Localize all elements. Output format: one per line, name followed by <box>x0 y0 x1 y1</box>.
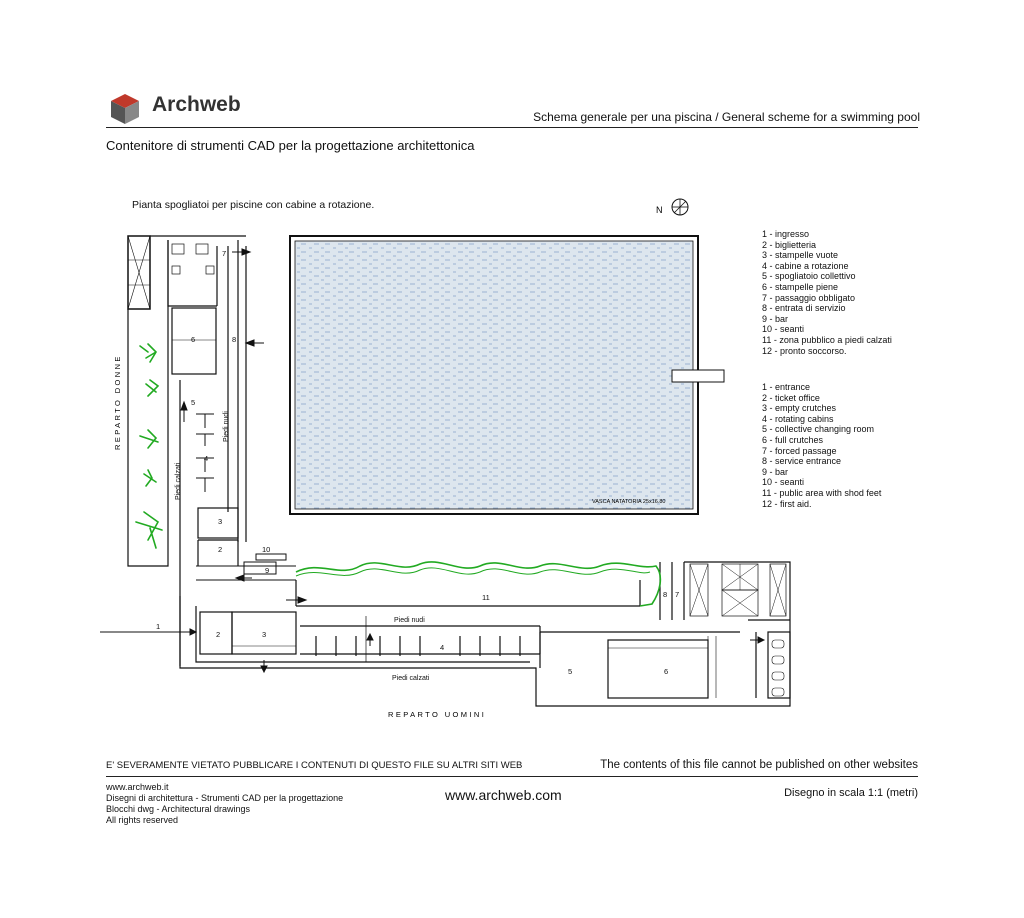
label-shod-feet-men: Piedi calzati <box>392 675 430 682</box>
room-number-5: 5 <box>568 667 573 676</box>
room-number-11: 11 <box>482 593 490 602</box>
label-bare-feet-men: Piedi nudi <box>394 617 425 624</box>
footer-site-link[interactable]: www.archweb.it <box>106 782 169 792</box>
legend-item: 1 - entrance <box>762 382 811 392</box>
room-number-7: 7 <box>675 590 680 599</box>
north-label: N <box>656 205 663 215</box>
drawing-title: Schema generale per una piscina / General scheme for a swimming pool <box>533 110 920 124</box>
room-number-8-women: 8 <box>232 335 237 344</box>
legend-item: 10 - seanti <box>762 477 805 488</box>
legend-item: 8 - entrata di servizio <box>762 303 846 314</box>
room-number-3-women: 3 <box>218 517 223 526</box>
header-subtitle: Contenitore di strumenti CAD per la progettazione architettonica <box>106 138 475 153</box>
footer-line-4: All rights reserved <box>106 815 179 825</box>
swimming-pool <box>290 236 724 514</box>
room-number-9: 9 <box>265 566 270 575</box>
women-section-label: REPARTO DONNE <box>113 354 122 450</box>
room-number-1: 1 <box>156 622 161 631</box>
label-shod-feet-women: Piedi calzati <box>175 462 182 500</box>
men-cabins <box>316 636 520 656</box>
room-number-4: 4 <box>440 643 445 652</box>
legend-italian <box>762 229 892 356</box>
footer-warning-en: The contents of this file cannot be published on other websites <box>600 759 918 771</box>
legend-item: 11 - zona pubblico a piedi calzati <box>762 334 892 345</box>
legend-item: 12 - first aid. <box>762 498 812 509</box>
men-wing <box>180 562 790 706</box>
legend-item: 2 - biglietteria <box>762 239 817 250</box>
legend-item: 7 - forced passage <box>762 445 837 456</box>
brand-name: Archweb <box>152 93 241 116</box>
legend-item: 12 - pronto soccorso. <box>762 345 847 356</box>
legend-item: 2 - ticket office <box>762 392 820 403</box>
legend-item: 11 - public area with shod feet <box>762 487 882 498</box>
legend-item: 10 - seanti <box>762 324 805 335</box>
room-number-6-women: 6 <box>191 335 196 344</box>
label-bare-feet-women: Piedi nudi <box>223 411 230 442</box>
plants <box>136 344 162 548</box>
room-number-6: 6 <box>664 667 669 676</box>
men-section-label: REPARTO UOMINI <box>388 710 487 719</box>
legend-item: 9 - bar <box>762 466 789 477</box>
legend-item: 7 - passaggio obbligato <box>762 292 856 303</box>
room-number-10: 10 <box>262 545 271 554</box>
hedge <box>296 562 660 606</box>
women-wing <box>128 236 246 666</box>
legend-item: 4 - cabine a rotazione <box>762 260 849 271</box>
footer-line-2: Disegni di architettura - Strumenti CAD per la progettazione <box>106 793 344 803</box>
legend-item: 6 - full crutches <box>762 434 824 445</box>
footer-site-center[interactable]: www.archweb.com <box>445 787 562 803</box>
legend-item: 5 - spogliatoio collettivo <box>762 271 856 282</box>
footer-warning-it: E' SEVERAMENTE VIETATO PUBBLICARE I CONTENUTI DI QUESTO FILE SU ALTRI SITI WEB <box>106 760 523 771</box>
footer-line-3: Blocchi dwg - Architectural drawings <box>106 804 251 814</box>
legend-item: 9 - bar <box>762 313 789 324</box>
room-number-2-women: 2 <box>218 545 223 554</box>
room-number-7-women: 7 <box>222 249 227 258</box>
legend-item: 3 - empty crutches <box>762 403 837 414</box>
legend-item: 5 - collective changing room <box>762 424 875 435</box>
room-number-2: 2 <box>216 630 221 639</box>
room-number-3: 3 <box>262 630 267 639</box>
legend-item: 3 - stampelle vuote <box>762 250 839 261</box>
north-arrow-icon <box>672 199 688 215</box>
pool-label: VASCA NATATORIA 25x16.80 <box>592 499 666 505</box>
footer-scale: Disegno in scala 1:1 (metri) <box>784 787 918 799</box>
footer-info <box>106 782 343 826</box>
legend-item: 8 - service entrance <box>762 456 842 467</box>
legend-item: 1 - ingresso <box>762 229 810 239</box>
legend-item: 6 - stampelle piene <box>762 281 839 292</box>
room-number-4-women: 4 <box>204 454 209 463</box>
room-number-5-women: 5 <box>191 398 196 407</box>
bar-area <box>196 554 296 580</box>
legend-english <box>762 382 881 509</box>
room-number-8: 8 <box>663 590 668 599</box>
women-cabins <box>196 414 214 492</box>
legend-item: 4 - rotating cabins <box>762 413 834 424</box>
plan-title: Pianta spogliatoi per piscine con cabine a rotazione. <box>132 199 375 211</box>
footer-rule <box>106 776 918 777</box>
